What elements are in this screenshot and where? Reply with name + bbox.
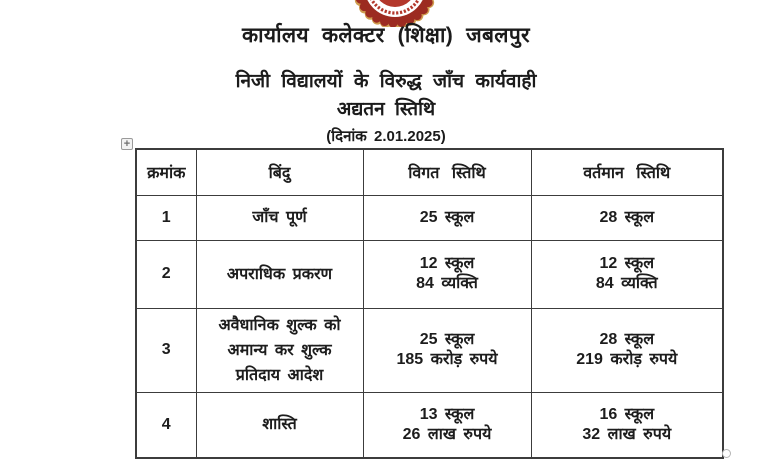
table-move-handle-icon[interactable]: + [121, 138, 133, 150]
cell-past-status[interactable] [363, 392, 531, 458]
cell-current-status[interactable] [531, 392, 723, 458]
point-line: अपराधिक प्रकरण [226, 265, 333, 283]
document-header [0, 23, 772, 146]
header-serial[interactable]: क्रमांक [136, 149, 196, 195]
status-line: अद्यतन स्तिथि [336, 99, 436, 120]
cell-current-status[interactable] [531, 308, 723, 392]
point-line: जाँच पूर्ण [252, 209, 307, 226]
header-point[interactable]: बिंदु [196, 149, 363, 195]
cell-past-status[interactable] [363, 240, 531, 308]
cell-past-status[interactable] [363, 308, 531, 392]
cell-serial[interactable]: 3 [136, 308, 196, 392]
value-line: 28 स्कूल [599, 331, 655, 348]
cell-point[interactable] [196, 195, 363, 240]
cell-current-status[interactable] [531, 240, 723, 308]
value-line: 13 स्कूल [419, 405, 475, 423]
header-current[interactable]: वर्तमान स्तिथि [531, 149, 723, 195]
value-line: 16 स्कूल [599, 405, 655, 423]
cell-current-status[interactable] [531, 195, 723, 240]
cell-point[interactable] [196, 240, 363, 308]
point-line: अमान्य कर शुल्क [227, 341, 332, 359]
cell-serial[interactable]: 1 [136, 195, 196, 240]
value-line: 26 लाख रुपये [402, 425, 492, 443]
table-row [136, 392, 723, 458]
value-line: 185 करोड़ रुपये [396, 351, 498, 368]
table-row [136, 195, 723, 240]
value-line: 25 स्कूल [419, 208, 475, 226]
point-line: प्रतिदाय आदेश [235, 366, 324, 384]
date-line: (दिनांक 2.01.2025) [326, 128, 446, 145]
table-header-row [136, 149, 723, 195]
cell-serial[interactable]: 4 [136, 392, 196, 458]
value-line: 12 स्कूल [599, 255, 655, 272]
status-table [135, 148, 724, 459]
value-line: 219 करोड़ रुपये [576, 351, 678, 368]
cell-point[interactable] [196, 308, 363, 392]
point-line: शास्ति [262, 416, 297, 434]
cell-point[interactable] [196, 392, 363, 458]
value-line: 12 स्कूल [419, 255, 475, 272]
table-row [136, 240, 723, 308]
value-line: 32 लाख रुपये [582, 425, 672, 443]
value-line: 25 स्कूल [419, 331, 475, 348]
cell-past-status[interactable] [363, 195, 531, 240]
table-resize-handle[interactable] [722, 449, 731, 458]
point-line: अवैधानिक शुल्क को [218, 316, 341, 334]
header-past[interactable]: विगत स्तिथि [363, 149, 531, 195]
table-row [136, 308, 723, 392]
office-title: कार्यालय कलेक्टर (शिक्षा) जबलपुर [242, 24, 530, 47]
subject-line: निजी विद्यालयों के विरुद्ध जाँच कार्यवाही [235, 71, 537, 92]
value-line: 28 स्कूल [599, 208, 655, 226]
value-line: 84 व्यक्ति [595, 275, 658, 292]
value-line: 84 व्यक्ति [416, 275, 478, 292]
cell-serial[interactable]: 2 [136, 240, 196, 308]
